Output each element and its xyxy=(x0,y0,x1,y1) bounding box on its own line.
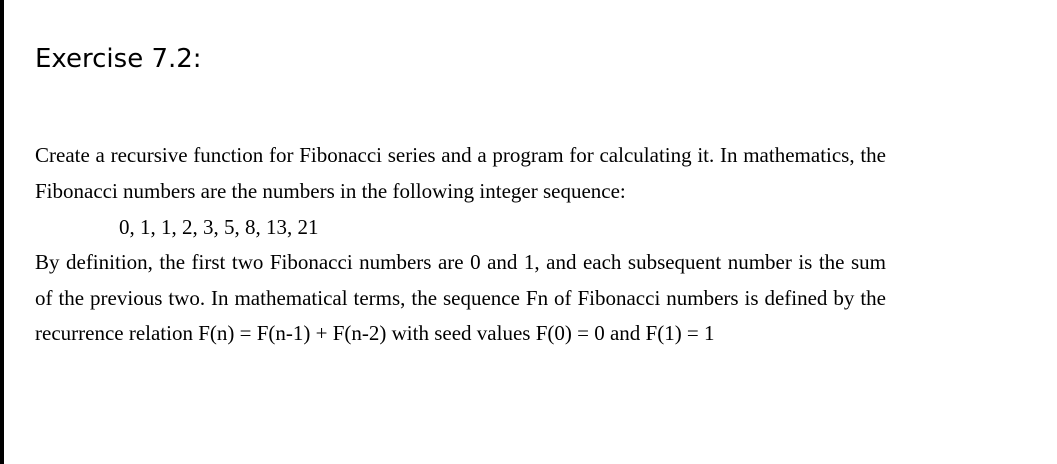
problem-paragraph-2: By definition, the first two Fibonacci numbers are 0 and 1, and each subsequent number is the sum of the previous two. In mathematical terms, the sequence Fn of Fibonacci numbers is defined by the recurrence relation F(n) = F(n-1) + F(n-2) with seed values F(0) = 0 and F(1) = 1 xyxy=(35,250,886,345)
fibonacci-sequence: 0, 1, 1, 2, 3, 5, 8, 13, 21 xyxy=(119,215,319,239)
problem-paragraph-1: Create a recursive function for Fibonacci series and a program for calculating it. In mathematics, the Fibonacci numbers are the numbers in the following integer sequence: xyxy=(35,143,886,203)
exercise-title: Exercise 7.2: xyxy=(35,44,202,74)
left-border xyxy=(0,0,4,464)
